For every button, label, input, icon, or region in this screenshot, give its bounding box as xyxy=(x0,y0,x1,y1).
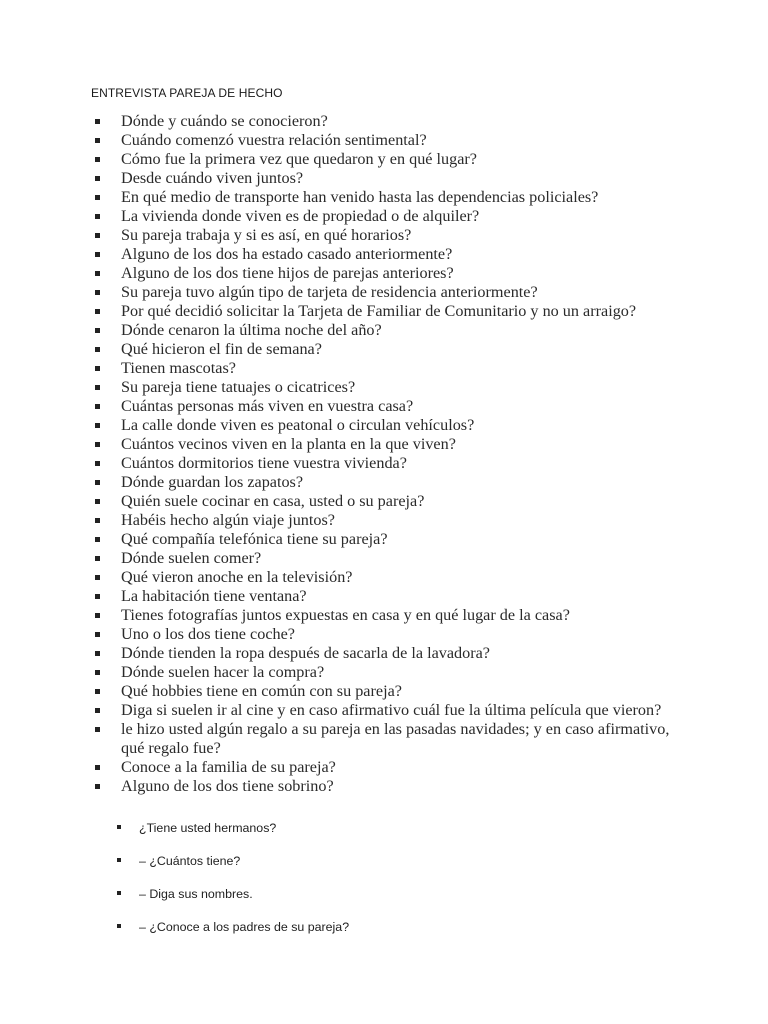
question-item xyxy=(95,188,695,207)
square-bullet-icon xyxy=(95,480,100,485)
square-bullet-icon xyxy=(95,499,100,504)
square-bullet-icon xyxy=(95,119,100,124)
question-item xyxy=(95,587,695,606)
question-text: Qué hobbies tiene en común con su pareja? xyxy=(121,682,402,700)
question-item xyxy=(95,492,695,511)
square-bullet-icon xyxy=(95,537,100,542)
question-item xyxy=(95,112,695,131)
question-text: La habitación tiene ventana? xyxy=(121,587,307,605)
question-text: Uno o los dos tiene coche? xyxy=(121,625,295,643)
question-item xyxy=(95,321,695,340)
question-item xyxy=(95,644,695,663)
question-item xyxy=(95,511,695,530)
square-bullet-icon xyxy=(95,575,100,580)
sub-question-item xyxy=(117,853,617,886)
sub-question-text: – ¿Conoce a los padres de su pareja? xyxy=(139,920,350,934)
question-text: La vivienda donde viven es de propiedad o de alquiler? xyxy=(121,207,480,225)
square-bullet-icon xyxy=(95,214,100,219)
sub-question-item xyxy=(117,886,617,919)
square-bullet-icon xyxy=(95,347,100,352)
square-bullet-icon xyxy=(95,157,100,162)
square-bullet-icon xyxy=(95,290,100,295)
square-bullet-icon xyxy=(95,518,100,523)
square-bullet-icon xyxy=(95,594,100,599)
question-item xyxy=(95,397,695,416)
square-bullet-icon xyxy=(117,858,121,862)
square-bullet-icon xyxy=(117,891,121,895)
question-text: Dónde guardan los zapatos? xyxy=(121,473,304,491)
question-item xyxy=(95,663,695,682)
square-bullet-icon xyxy=(95,176,100,181)
question-item xyxy=(95,720,695,758)
question-text: Por qué decidió solicitar la Tarjeta de Familiar de Comunitario y no un arraigo? xyxy=(121,302,637,320)
question-item xyxy=(95,625,695,644)
question-text: Dónde suelen comer? xyxy=(121,549,262,567)
sub-question-text: ¿Tiene usted hermanos? xyxy=(139,821,277,835)
sub-question-item xyxy=(117,919,617,952)
square-bullet-icon xyxy=(95,613,100,618)
square-bullet-icon xyxy=(95,195,100,200)
square-bullet-icon xyxy=(95,461,100,466)
question-item xyxy=(95,701,695,720)
question-text: Habéis hecho algún viaje juntos? xyxy=(121,511,335,529)
question-text: Alguno de los dos tiene hijos de parejas anteriores? xyxy=(121,264,454,282)
document-title: ENTREVISTA PAREJA DE HECHO xyxy=(91,86,283,100)
square-bullet-icon xyxy=(117,924,121,928)
question-item xyxy=(95,340,695,359)
question-item xyxy=(95,359,695,378)
square-bullet-icon xyxy=(95,689,100,694)
question-item xyxy=(95,473,695,492)
sub-question-item xyxy=(117,820,617,853)
sub-question-text: – Diga sus nombres. xyxy=(139,887,253,901)
question-text: Quién suele cocinar en casa, usted o su pareja? xyxy=(121,492,425,510)
question-item xyxy=(95,530,695,549)
square-bullet-icon xyxy=(95,328,100,333)
question-text: Cómo fue la primera vez que quedaron y en qué lugar? xyxy=(121,150,477,168)
question-item xyxy=(95,169,695,188)
square-bullet-icon xyxy=(95,765,100,770)
question-text: La calle donde viven es peatonal o circulan vehículos? xyxy=(121,416,475,434)
question-item xyxy=(95,131,695,150)
question-text: Qué hicieron el fin de semana? xyxy=(121,340,322,358)
question-text: Alguno de los dos tiene sobrino? xyxy=(121,777,334,795)
question-item xyxy=(95,435,695,454)
square-bullet-icon xyxy=(95,138,100,143)
question-text: Su pareja trabaja y si es así, en qué horarios? xyxy=(121,226,412,244)
square-bullet-icon xyxy=(95,708,100,713)
square-bullet-icon xyxy=(95,423,100,428)
question-text: Diga si suelen ir al cine y en caso afirmativo cuál fue la última película que vieron? xyxy=(121,701,662,719)
square-bullet-icon xyxy=(95,632,100,637)
square-bullet-icon xyxy=(95,442,100,447)
question-text: Cuántos dormitorios tiene vuestra vivienda? xyxy=(121,454,407,472)
question-text: Dónde cenaron la última noche del año? xyxy=(121,321,382,339)
sub-question-list xyxy=(117,820,617,952)
question-text: Qué vieron anoche en la televisión? xyxy=(121,568,353,586)
question-item xyxy=(95,549,695,568)
square-bullet-icon xyxy=(95,233,100,238)
question-item xyxy=(95,264,695,283)
question-item xyxy=(95,682,695,701)
square-bullet-icon xyxy=(117,825,121,829)
square-bullet-icon xyxy=(95,366,100,371)
square-bullet-icon xyxy=(95,727,100,732)
question-item xyxy=(95,150,695,169)
question-item xyxy=(95,454,695,473)
square-bullet-icon xyxy=(95,252,100,257)
question-text: Cuándo comenzó vuestra relación sentimental? xyxy=(121,131,427,149)
question-text: Qué compañía telefónica tiene su pareja? xyxy=(121,530,388,548)
sub-question-text: – ¿Cuántos tiene? xyxy=(139,854,241,868)
question-text: Alguno de los dos ha estado casado anteriormente? xyxy=(121,245,453,263)
question-text: Su pareja tiene tatuajes o cicatrices? xyxy=(121,378,356,396)
question-text: Cuántas personas más viven en vuestra casa? xyxy=(121,397,414,415)
square-bullet-icon xyxy=(95,385,100,390)
question-item xyxy=(95,207,695,226)
square-bullet-icon xyxy=(95,556,100,561)
square-bullet-icon xyxy=(95,784,100,789)
question-text: Cuántos vecinos viven en la planta en la que viven? xyxy=(121,435,456,453)
square-bullet-icon xyxy=(95,271,100,276)
question-text: Tienen mascotas? xyxy=(121,359,236,377)
square-bullet-icon xyxy=(95,309,100,314)
question-text: le hizo usted algún regalo a su pareja en las pasadas navidades; y en caso afirmativo, qué regalo fue? xyxy=(121,720,670,757)
question-item xyxy=(95,416,695,435)
question-text: Su pareja tuvo algún tipo de tarjeta de residencia anteriormente? xyxy=(121,283,538,301)
question-item xyxy=(95,226,695,245)
question-item xyxy=(95,606,695,625)
question-text: En qué medio de transporte han venido hasta las dependencias policiales? xyxy=(121,188,599,206)
question-item xyxy=(95,568,695,587)
question-text: Dónde y cuándo se conocieron? xyxy=(121,112,328,130)
square-bullet-icon xyxy=(95,404,100,409)
question-text: Tienes fotografías juntos expuestas en casa y en qué lugar de la casa? xyxy=(121,606,570,624)
question-item xyxy=(95,758,695,777)
question-item xyxy=(95,777,695,796)
question-item xyxy=(95,283,695,302)
question-text: Desde cuándo viven juntos? xyxy=(121,169,304,187)
question-list xyxy=(95,112,695,796)
square-bullet-icon xyxy=(95,651,100,656)
question-text: Conoce a la familia de su pareja? xyxy=(121,758,336,776)
square-bullet-icon xyxy=(95,670,100,675)
question-text: Dónde suelen hacer la compra? xyxy=(121,663,325,681)
question-item xyxy=(95,378,695,397)
question-item xyxy=(95,302,695,321)
question-text: Dónde tienden la ropa después de sacarla de la lavadora? xyxy=(121,644,490,662)
question-item xyxy=(95,245,695,264)
